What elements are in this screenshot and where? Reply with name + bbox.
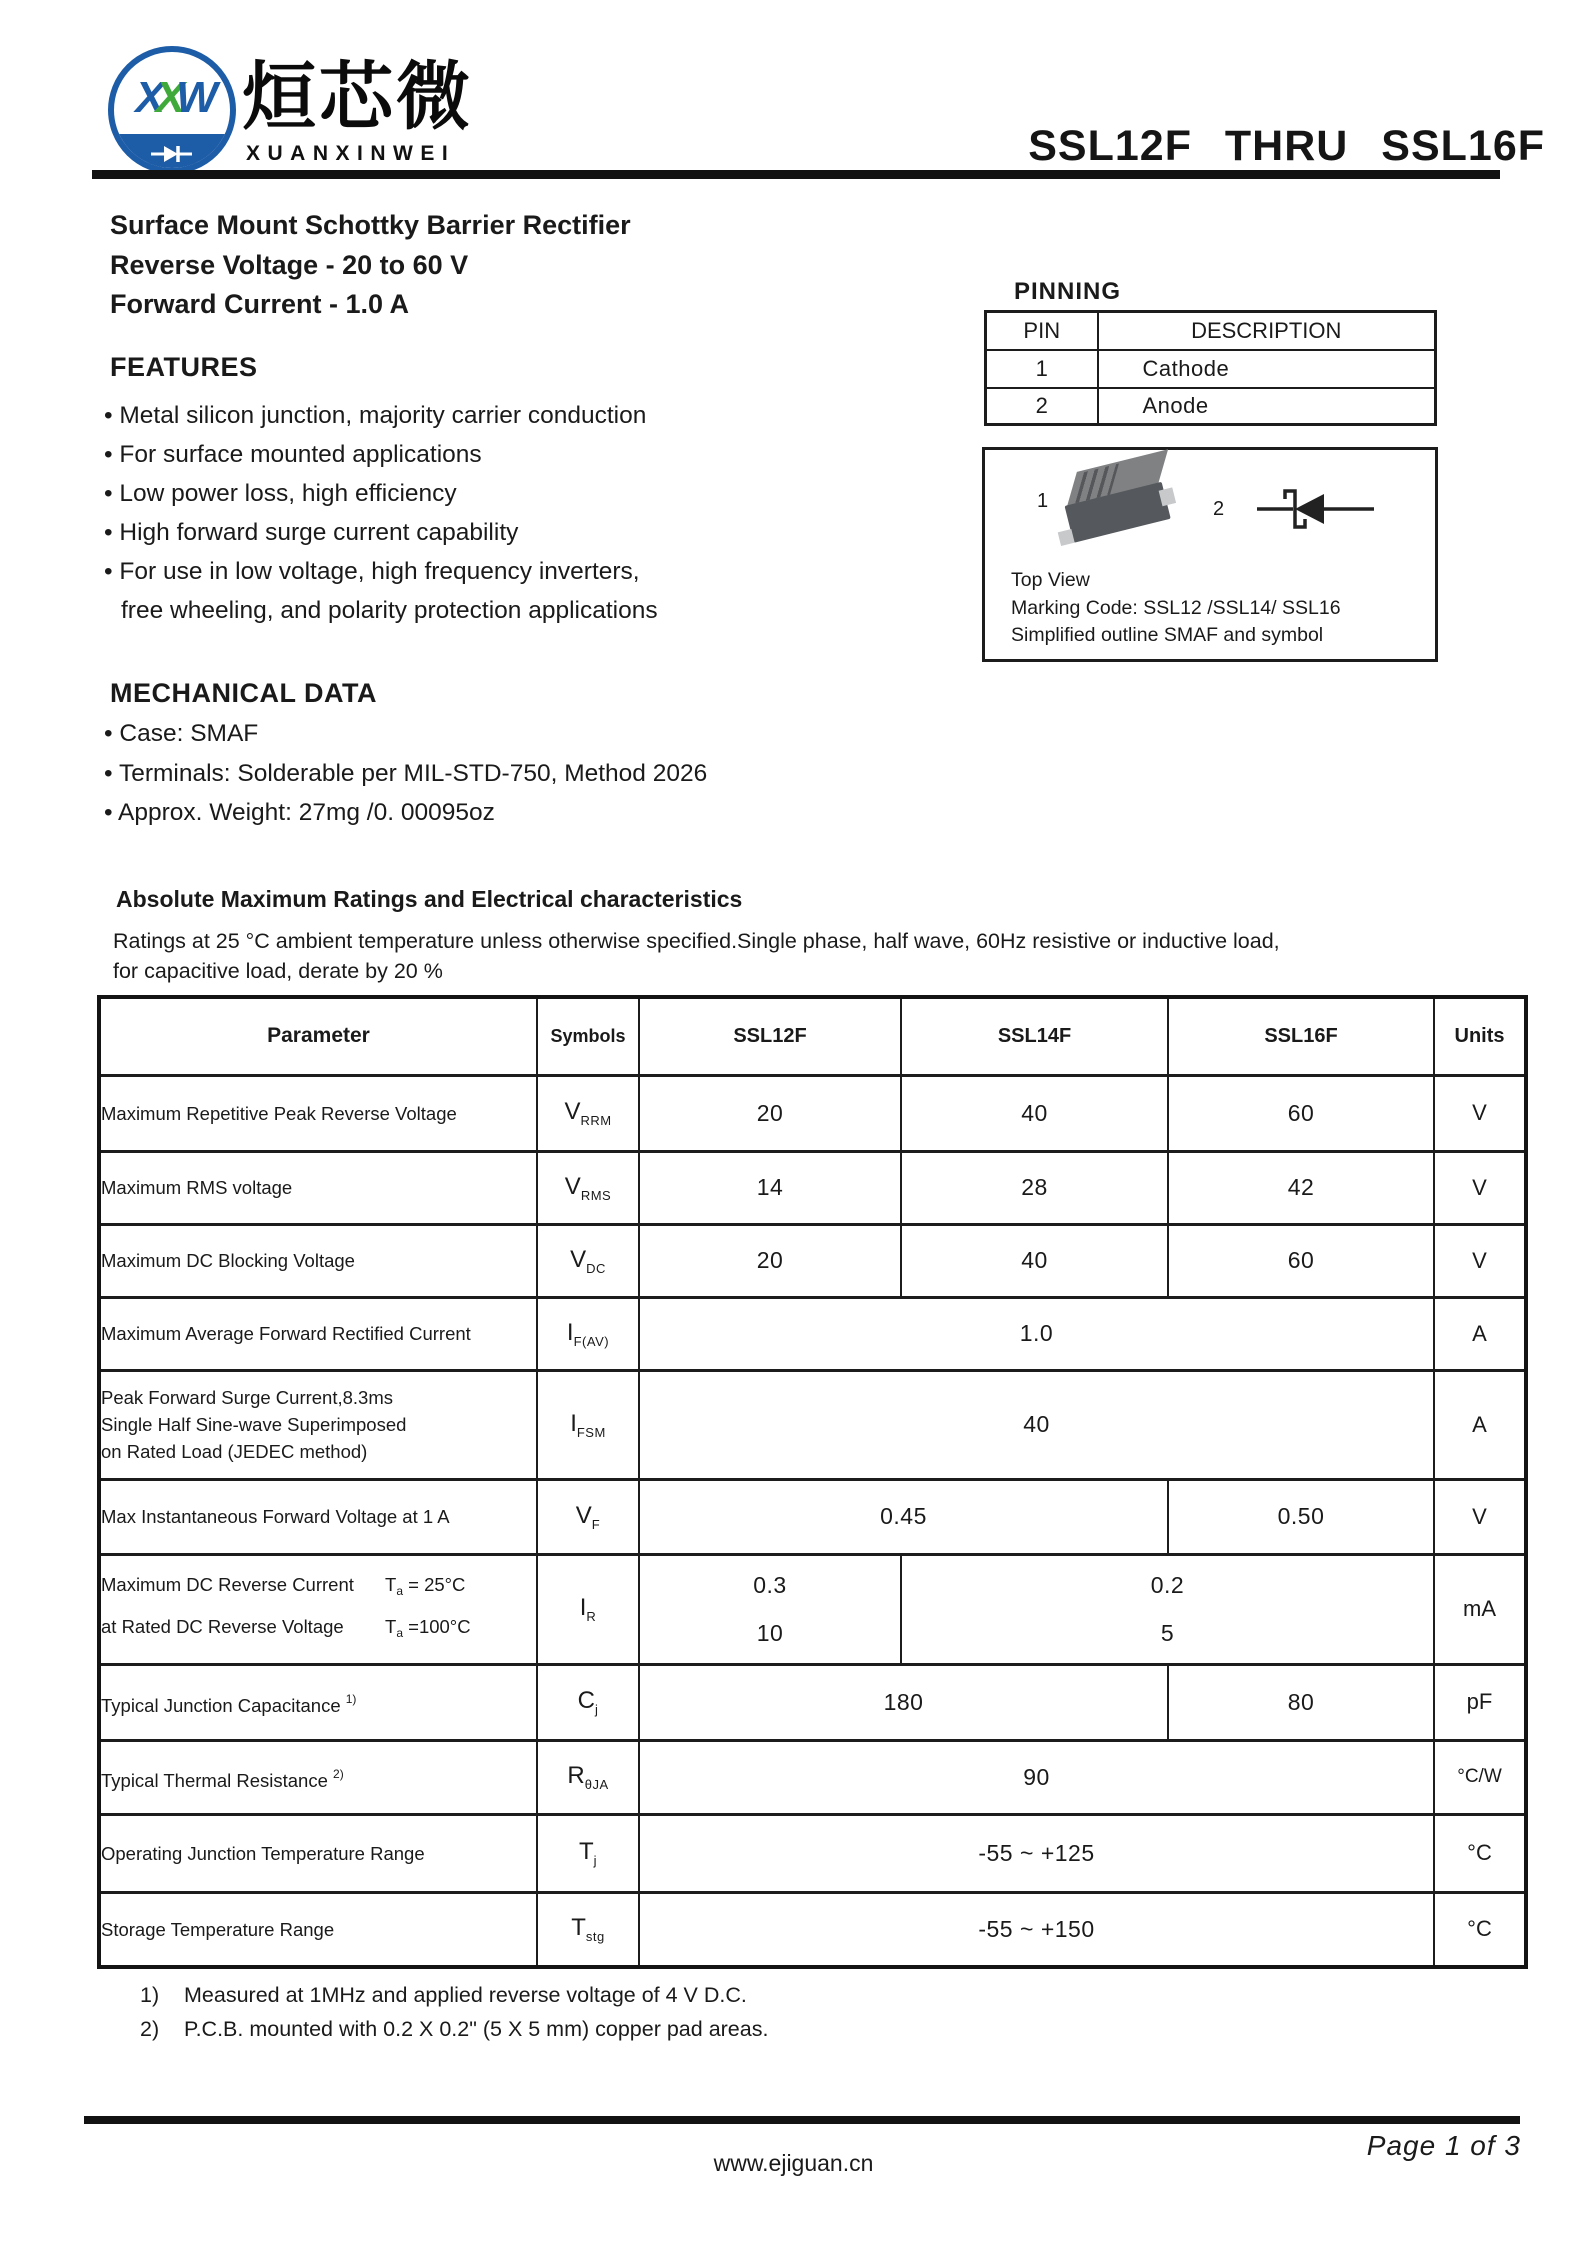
brand-name-chinese: 烜芯微 (242, 55, 473, 138)
summary-line: Reverse Voltage - 20 to 60 V (110, 249, 469, 280)
value-cell-merged: 0.45 (639, 1479, 1168, 1554)
value-cell: 40 (901, 1075, 1168, 1151)
symbol-cell: $T_j$ (537, 1814, 639, 1892)
value-cell: 20 (639, 1224, 901, 1297)
footnote-marker: 1) (140, 1983, 160, 2007)
logo-letter-x1: X (135, 73, 156, 122)
parameter-cell: Typical Thermal Resistance $^{2)}$ (99, 1740, 537, 1814)
table-row (99, 1224, 1526, 1297)
value-cell: 80 (1168, 1664, 1434, 1740)
footnote-2 (140, 2017, 768, 2042)
symbol-cell: $T_{stg}$ (537, 1892, 639, 1967)
value-cell: 0.50 (1168, 1479, 1434, 1554)
table-row (99, 1479, 1526, 1554)
header-rule (92, 170, 1500, 179)
mechanical-heading: MECHANICAL DATA (110, 678, 377, 708)
feature-item: • For surface mounted applications (104, 441, 482, 468)
feature-item: • High forward surge current capability (104, 519, 519, 546)
package-caption: Simplified outline SMAF and symbol (1011, 624, 1324, 646)
col-header-ssl16f: SSL16F (1168, 997, 1434, 1075)
page-number: Page 1 of 3 (1366, 2130, 1521, 2161)
unit-cell: A (1434, 1370, 1526, 1479)
pinning-heading: PINNING (1014, 278, 1122, 305)
col-header-ssl12f: SSL12F (639, 997, 901, 1075)
value-cell-merged: 90 (639, 1740, 1434, 1814)
schottky-diode-symbol-icon (1257, 481, 1377, 537)
table-row (99, 1664, 1526, 1740)
feature-item-continuation: free wheeling, and polarity protection applications (121, 597, 658, 624)
mechanical-list (104, 714, 707, 833)
pinning-table (984, 310, 1437, 426)
symbol-cell: $C_j$ (537, 1664, 639, 1740)
unit-cell: °C (1434, 1892, 1526, 1967)
parameter-cell: Maximum RMS voltage (99, 1151, 537, 1224)
value-cell-merged: 0.2 5 (901, 1554, 1434, 1664)
unit-cell: pF (1434, 1664, 1526, 1740)
col-header-units: Units (1434, 997, 1526, 1075)
value-cell-merged: -55 ~ +150 (639, 1892, 1434, 1967)
logo-letter-w: W (176, 73, 209, 122)
symbol-cell: $R_{\theta JA}$ (537, 1740, 639, 1814)
summary-line: Surface Mount Schottky Barrier Rectifier (110, 210, 631, 240)
description-col-header: DESCRIPTION (1098, 312, 1436, 350)
symbol-cell: $V_{DC}$ (537, 1224, 639, 1297)
package-pin2-label: 2 (1213, 498, 1225, 520)
logo-diode-band (108, 134, 236, 174)
symbol-cell: $I_R$ (537, 1554, 639, 1664)
symbol-cell: $V_F$ (537, 1479, 639, 1554)
parameter-cell: Maximum DC Reverse Current $T_a = 25^\circ C$ at Rated DC Reverse Voltage $T_a =100^\circ C$ (99, 1554, 537, 1664)
footer-rule (84, 2116, 1520, 2124)
company-logo-icon (108, 46, 236, 174)
table-row (99, 1151, 1526, 1224)
package-pin1-label: 1 (1037, 490, 1049, 512)
parameter-cell: Peak Forward Surge Current,8.3ms Single Half Sine-wave Superimposed on Rated Load (JEDEC method) (99, 1370, 537, 1479)
value-cell: 60 (1168, 1075, 1434, 1151)
pin-description: Anode (1098, 388, 1436, 425)
ratings-header-row (99, 997, 1526, 1075)
table-row (99, 1297, 1526, 1370)
footnote-1 (140, 1983, 747, 2008)
parameter-cell: Typical Junction Capacitance $^{1)}$ (99, 1664, 537, 1740)
value-cell: 20 (639, 1075, 901, 1151)
parameter-cell: Max Instantaneous Forward Voltage at 1 A (99, 1479, 537, 1554)
mechanical-item: • Terminals: Solderable per MIL-STD-750, Method 2026 (104, 759, 708, 787)
table-row (986, 350, 1436, 388)
ratings-heading: Absolute Maximum Ratings and Electrical characteristics (116, 886, 743, 912)
pin-number: 1 (986, 350, 1098, 388)
summary-line: Forward Current - 1.0 A (110, 289, 410, 319)
footnote-text: P.C.B. mounted with 0.2 X 0.2" (5 X 5 mm) copper pad areas. (184, 2017, 769, 2041)
symbol-cell: $I_{F(AV)}$ (537, 1297, 639, 1370)
logo-letters (114, 73, 230, 122)
package-caption: Marking Code: SSL12 /SSL14/ SSL16 (1011, 596, 1341, 619)
symbol-cell: $I_{FSM}$ (537, 1370, 639, 1479)
pinning-header-row (986, 312, 1436, 350)
logo-diode-icon (149, 143, 195, 165)
value-cell: 0.3 10 (639, 1554, 901, 1664)
unit-cell: A (1434, 1297, 1526, 1370)
package-outline-box (982, 447, 1438, 662)
value-cell: 28 (901, 1151, 1168, 1224)
pin-col-header: PIN (986, 312, 1098, 350)
unit-cell: °C/W (1434, 1740, 1526, 1814)
parameter-cell: Storage Temperature Range (99, 1892, 537, 1967)
value-cell: 60 (1168, 1224, 1434, 1297)
pin-description: Cathode (1098, 350, 1436, 388)
footnote-marker: 2) (140, 2017, 160, 2041)
unit-cell: V (1434, 1479, 1526, 1554)
table-row (99, 1075, 1526, 1151)
col-header-symbols: Symbols (537, 997, 639, 1075)
table-row (99, 1892, 1526, 1967)
symbol-cell: $V_{RMS}$ (537, 1151, 639, 1224)
page-title: SSL12F THRU SSL16F (1028, 122, 1545, 170)
unit-cell: °C (1434, 1814, 1526, 1892)
smaf-package-3d-icon (1051, 445, 1192, 566)
features-heading: FEATURES (110, 352, 258, 382)
logo-letter-x2: X (155, 73, 177, 122)
parameter-cell: Maximum DC Blocking Voltage (99, 1224, 537, 1297)
value-cell: 40 (901, 1224, 1168, 1297)
col-header-parameter: Parameter (99, 997, 537, 1075)
package-captions (1011, 567, 1341, 650)
website-url: www.ejiguan.cn (713, 2150, 874, 2176)
value-cell-merged: 40 (639, 1370, 1434, 1479)
package-lead-right (1159, 487, 1176, 506)
table-row (986, 388, 1436, 425)
unit-cell: mA (1434, 1554, 1526, 1664)
table-row (99, 1370, 1526, 1479)
features-list (104, 396, 658, 630)
footnote-text: Measured at 1MHz and applied reverse voltage of 4 V D.C. (184, 1983, 747, 2007)
parameter-cell: Maximum Repetitive Peak Reverse Voltage (99, 1075, 537, 1151)
ratings-condition-line: Ratings at 25 °C ambient temperature unless otherwise specified.Single phase, half wave, 60Hz resistive or inductive load, (113, 929, 1280, 953)
package-lead-left (1058, 529, 1075, 546)
pin-number: 2 (986, 388, 1098, 425)
symbol-cell: $V_{RRM}$ (537, 1075, 639, 1151)
ratings-conditions (113, 927, 1280, 986)
unit-cell: V (1434, 1151, 1526, 1224)
brand-name-english: XUANXINWEI (246, 142, 456, 165)
col-header-ssl14f: SSL14F (901, 997, 1168, 1075)
ratings-table (97, 995, 1528, 1969)
device-summary (110, 206, 631, 325)
value-cell-merged: 180 (639, 1664, 1168, 1740)
unit-cell: V (1434, 1224, 1526, 1297)
feature-item: • Metal silicon junction, majority carrier conduction (104, 402, 647, 429)
mechanical-item: • Approx. Weight: 27mg /0. 00095oz (104, 799, 495, 826)
package-caption: Top View (1011, 569, 1090, 591)
feature-item: • Low power loss, high efficiency (104, 480, 457, 507)
value-cell-merged: -55 ~ +125 (639, 1814, 1434, 1892)
table-row (99, 1554, 1526, 1664)
mechanical-item: • Case: SMAF (104, 720, 259, 747)
feature-item: • For use in low voltage, high frequency inverters, (104, 558, 640, 585)
value-cell: 14 (639, 1151, 901, 1224)
table-row (99, 1740, 1526, 1814)
unit-cell: V (1434, 1075, 1526, 1151)
parameter-cell: Maximum Average Forward Rectified Current (99, 1297, 537, 1370)
table-row (99, 1814, 1526, 1892)
value-cell-merged: 1.0 (639, 1297, 1434, 1370)
parameter-cell: Operating Junction Temperature Range (99, 1814, 537, 1892)
ratings-condition-line: for capacitive load, derate by 20 % (113, 958, 443, 983)
value-cell: 42 (1168, 1151, 1434, 1224)
